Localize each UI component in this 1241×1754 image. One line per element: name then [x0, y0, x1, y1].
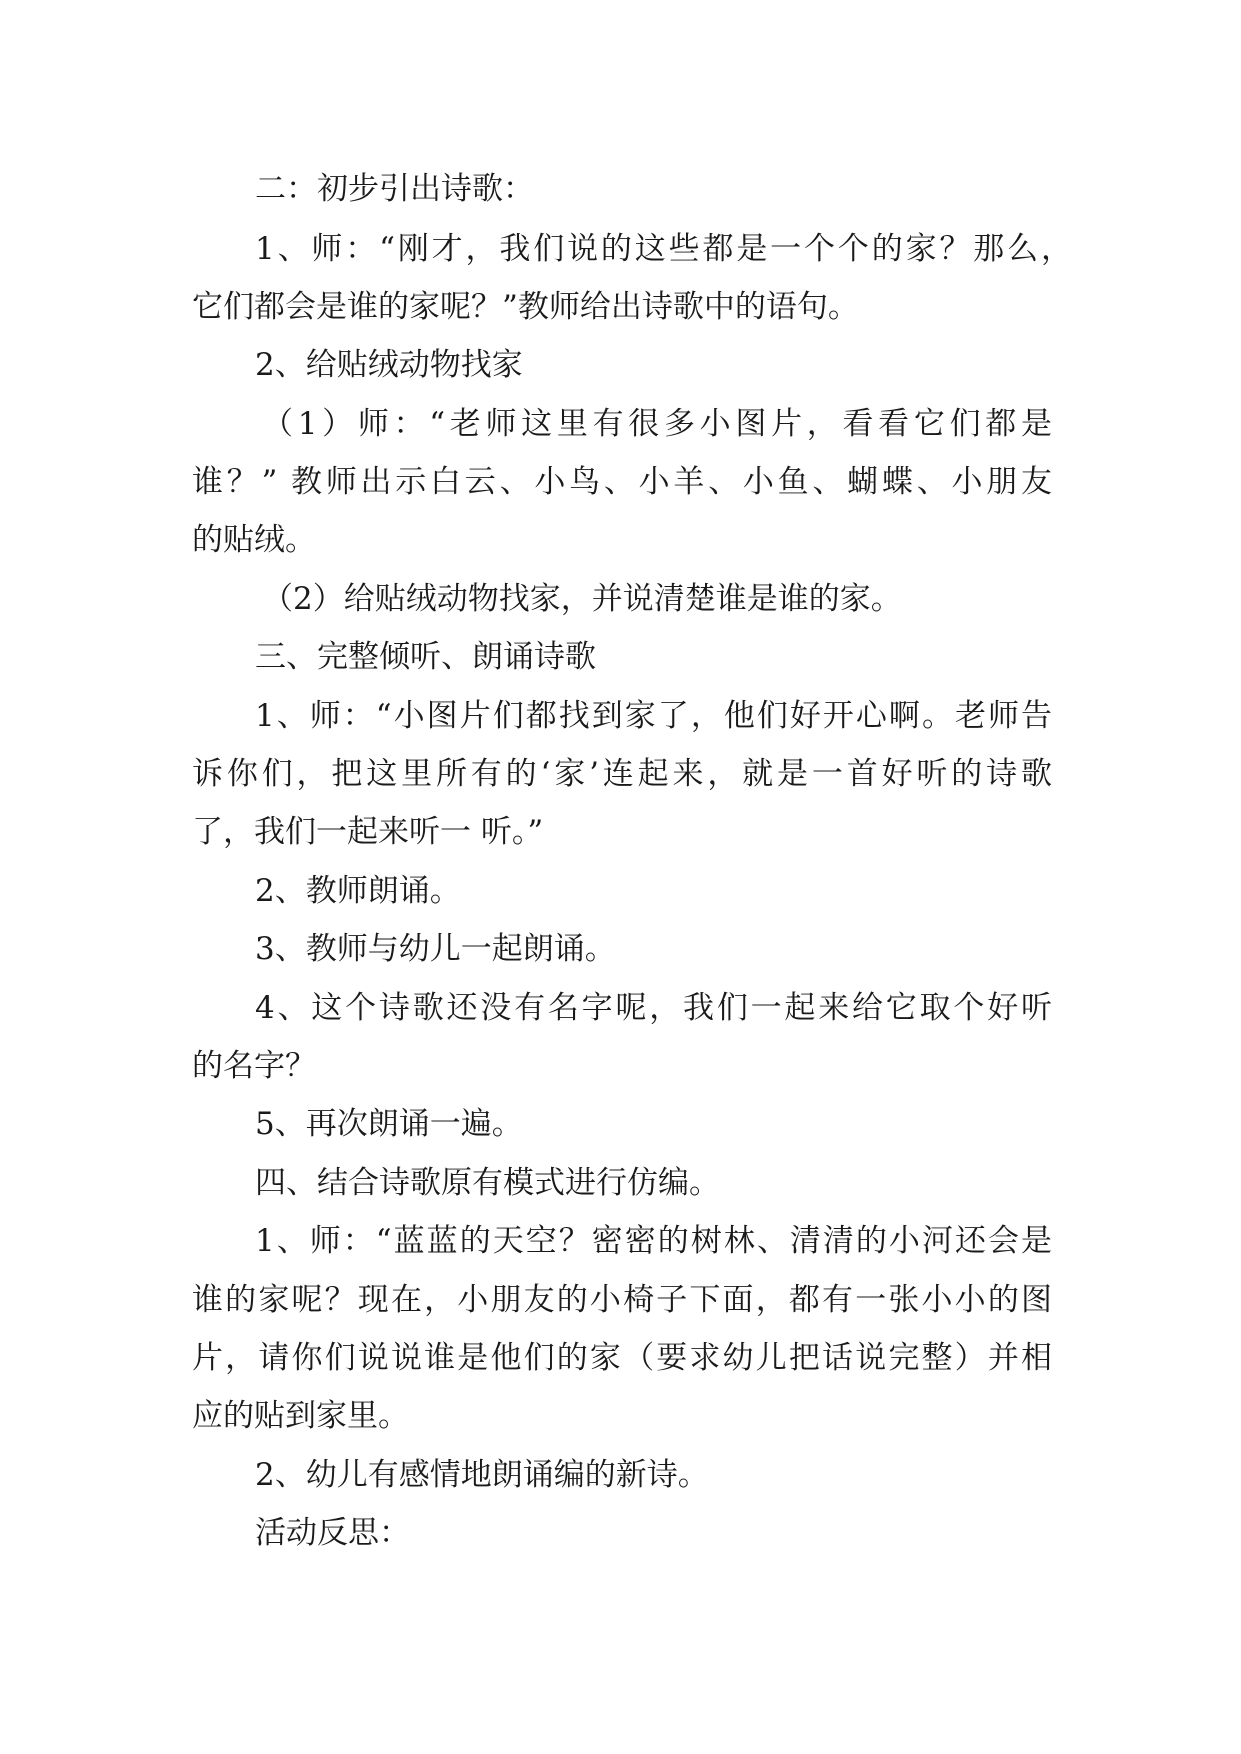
list-item-line: 5、再次朗诵一遍。 — [255, 1106, 523, 1142]
paragraph-line: 的贴绒。 — [192, 522, 316, 558]
paragraph-line: 谁的家呢？现在，小朋友的小椅子下面，都有一张小小的图 — [192, 1282, 1052, 1318]
list-item-line: 2、幼儿有感情地朗诵编的新诗。 — [255, 1457, 709, 1493]
section-heading-reflection: 活动反思： — [255, 1515, 410, 1551]
paragraph-line: （1）师：“老师这里有很多小图片，看看它们都是 — [262, 406, 1052, 442]
paragraph-line: 诉你们，把这里所有的‘家’连起来，就是一首好听的诗歌 — [192, 756, 1052, 792]
paragraph-line: 片，请你们说说谁是他们的家（要求幼儿把话说完整）并相 — [192, 1340, 1052, 1376]
paragraph-line: 谁？” 教师出示白云、小鸟、小羊、小鱼、蝴蝶、小朋友 — [192, 464, 1052, 500]
list-item-line: 2、给贴绒动物找家 — [255, 347, 523, 383]
section-heading-2: 二：初步引出诗歌： — [255, 171, 534, 207]
paragraph-line: 它们都会是谁的家呢？”教师给出诗歌中的语句。 — [192, 289, 859, 325]
list-item-line: 3、教师与幼儿一起朗诵。 — [255, 931, 616, 967]
section-heading-4: 四、结合诗歌原有模式进行仿编。 — [255, 1165, 720, 1201]
paragraph-line: 4、这个诗歌还没有名字呢，我们一起来给它取个好听 — [255, 990, 1052, 1026]
paragraph-line: 1、师：“小图片们都找到家了，他们好开心啊。老师告 — [255, 698, 1052, 734]
list-item-line: （2）给贴绒动物找家，并说清楚谁是谁的家。 — [262, 581, 902, 617]
paragraph-line: 应的贴到家里。 — [192, 1398, 409, 1434]
paragraph-line: 1、师：“刚才，我们说的这些都是一个个的家？那么， — [255, 231, 1072, 267]
paragraph-line: 了，我们一起来听一 听。” — [192, 814, 544, 850]
list-item-line: 2、教师朗诵。 — [255, 873, 461, 909]
paragraph-line: 1、师：“蓝蓝的天空？密密的树林、清清的小河还会是 — [255, 1223, 1052, 1259]
section-heading-3: 三、完整倾听、朗诵诗歌 — [255, 639, 596, 675]
paragraph-line: 的名字？ — [192, 1048, 316, 1084]
